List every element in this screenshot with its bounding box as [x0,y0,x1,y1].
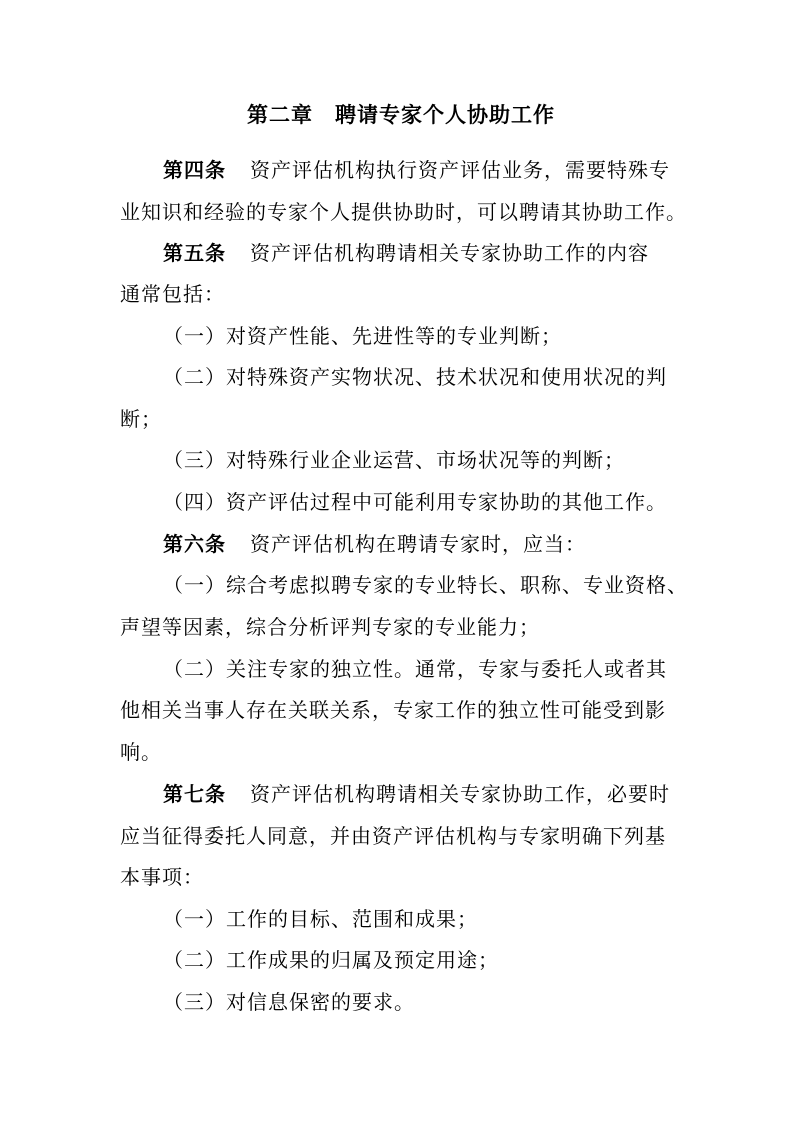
article-7-line-1 [163,781,670,807]
article-4-line-1 [163,157,670,183]
chapter-title: 聘请专家个人协助工作 [335,103,555,127]
chapter-number: 第二章 [247,103,313,127]
article-5-item-4: （四）资产评估过程中可能利用专家协助的其他工作。 [163,490,667,514]
article-5-item-2-line-2: 断； [120,407,162,431]
article-6-text-1: 资产评估机构在聘请专家时，应当： [250,532,586,556]
article-6-item-2-line-2: 他相关当事人存在关联关系，专家工作的独立性可能受到影 [120,698,666,722]
article-7-line-3: 本事项： [120,865,204,889]
article-7-item-3: （三）对信息保密的要求。 [163,990,415,1014]
article-4-text-1: 资产评估机构执行资产评估业务，需要特殊专 [250,158,670,182]
article-4-line-2: 业知识和经验的专家个人提供协助时，可以聘请其协助工作。 [120,200,687,224]
article-5-text-1: 资产评估机构聘请相关专家协助工作的内容 [250,241,649,265]
article-6-label: 第六条 [163,532,226,556]
chapter-heading [247,102,555,128]
article-7-item-2: （二）工作成果的归属及预定用途； [163,948,499,972]
article-5-item-2-line-1: （二）对特殊资产实物状况、技术状况和使用状况的判 [163,365,667,389]
article-5-line-2: 通常包括： [120,282,225,306]
article-6-item-2-line-3: 响。 [120,740,162,764]
article-6-line-1 [163,531,586,557]
article-4-label: 第四条 [163,158,226,182]
article-6-item-1-line-1: （一）综合考虑拟聘专家的专业特长、职称、专业资格、 [163,573,688,597]
article-7-item-1: （一）工作的目标、范围和成果； [163,907,478,931]
article-5-label: 第五条 [163,241,226,265]
article-7-label: 第七条 [163,782,226,806]
article-6-item-2-line-1: （二）关注专家的独立性。通常，专家与委托人或者其 [163,657,667,681]
article-6-item-1-line-2: 声望等因素，综合分析评判专家的专业能力； [120,615,540,639]
article-7-text-1: 资产评估机构聘请相关专家协助工作，必要时 [250,782,670,806]
article-5-item-3: （三）对特殊行业企业运营、市场状况等的判断； [163,448,625,472]
article-5-item-1: （一）对资产性能、先进性等的专业判断； [163,324,562,348]
article-7-line-2: 应当征得委托人同意，并由资产评估机构与专家明确下列基 [120,824,666,848]
article-5-line-1 [163,240,649,266]
